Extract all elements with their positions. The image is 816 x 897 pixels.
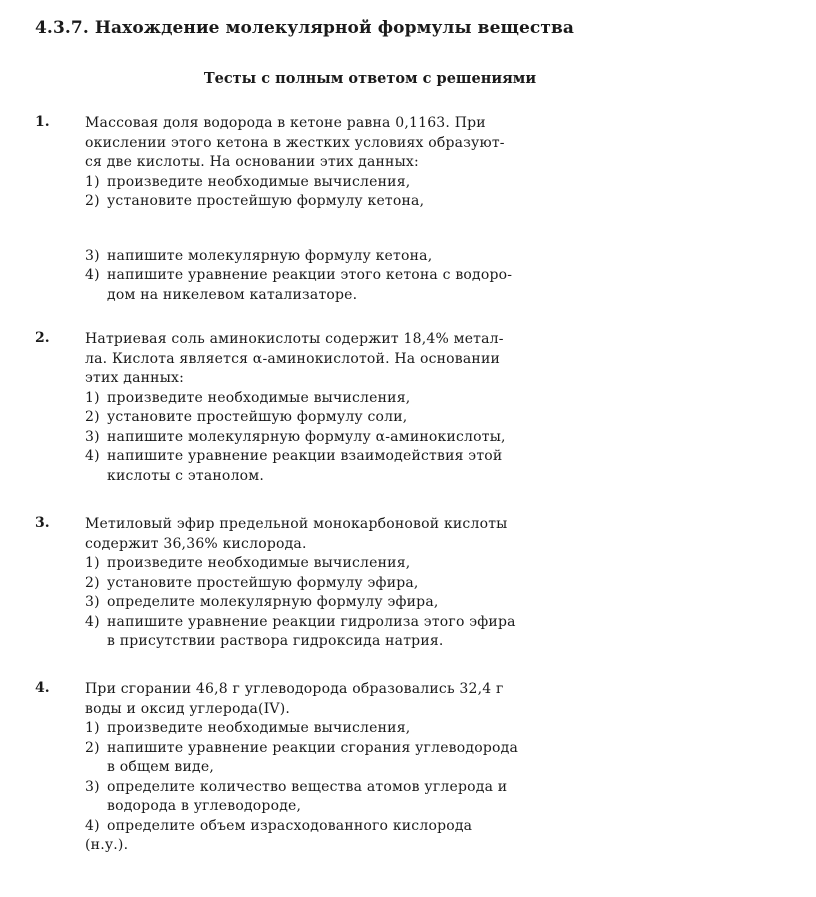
task-item: [85, 719, 555, 739]
stem-line: При сгорании 46,8 г углеводорода образовались 32,4 г: [85, 681, 504, 697]
task-item: [85, 192, 555, 212]
item-text: установите простейшую формулу кетона,: [107, 193, 425, 209]
item-text: напишите молекулярную формулу α-аминокислоты,: [107, 428, 506, 445]
item-label: 2): [85, 574, 100, 591]
task-item: [85, 389, 555, 409]
task-item: [85, 817, 555, 837]
task-item: [85, 593, 555, 613]
task-number: 4.: [35, 680, 50, 696]
item-continuation: водорода в углеводороде,: [107, 798, 302, 814]
task-item: [85, 574, 555, 594]
task-item: [85, 739, 555, 759]
section-subheading: Тесты с полным ответом с решениями: [203, 70, 537, 87]
item-continuation: кислоты с этанолом.: [107, 467, 265, 484]
stem-line: ла. Кислота является α-аминокислотой. На основании: [85, 350, 501, 367]
stem-line: окислении этого кетона в жестких условиях образуют-: [85, 134, 505, 151]
item-text: установите простейшую формулу эфира,: [107, 574, 419, 591]
stem-line: этих данных:: [85, 370, 185, 386]
item-label: 1): [85, 720, 100, 736]
item-label: 4): [85, 448, 100, 464]
item-text: напишите уравнение реакции взаимодействия этой: [107, 448, 503, 464]
item-label: 1): [85, 173, 100, 190]
task-number: 3.: [35, 515, 50, 531]
stem-line: ся две кислоты. На основании этих данных:: [85, 154, 419, 170]
item-label: 2): [85, 739, 100, 756]
task-stem: [85, 330, 555, 389]
item-label: 1): [85, 555, 100, 571]
item-text: определите объем израсходованного кислорода: [107, 817, 473, 834]
task-3: [35, 515, 555, 652]
item-label: 2): [85, 193, 100, 209]
item-text: определите молекулярную формулу эфира,: [107, 594, 439, 610]
task-item: [85, 408, 555, 428]
task-stem: [85, 680, 555, 719]
item-label: 4): [85, 613, 100, 630]
item-continuation: (н.у.).: [85, 837, 129, 853]
task-item: [85, 613, 555, 633]
task-item: [85, 554, 555, 574]
stem-line: Метиловый эфир предельной монокарбоновой кислоты: [85, 516, 508, 532]
stem-line: содержит 36,36% кислорода.: [85, 535, 307, 552]
task-4: [35, 680, 555, 856]
item-text: произведите необходимые вычисления,: [107, 720, 411, 736]
item-label: 3): [85, 247, 100, 264]
item-text: напишите молекулярную формулу кетона,: [107, 247, 433, 264]
item-label: 4): [85, 817, 100, 834]
item-label: 3): [85, 428, 100, 445]
item-text: определите количество вещества атомов углерода и: [107, 778, 508, 795]
item-label: 2): [85, 409, 100, 425]
item-text: напишите уравнение реакции гидролиза этого эфира: [107, 613, 516, 630]
task-number: 1.: [35, 114, 50, 130]
item-continuation: в общем виде,: [107, 759, 214, 775]
item-label: 1): [85, 389, 100, 406]
task-item: [85, 266, 555, 286]
task-2: [35, 330, 555, 486]
blank-gap: [35, 212, 555, 247]
task-stem: [85, 114, 555, 173]
item-text: произведите необходимые вычисления,: [107, 555, 411, 571]
item-text: произведите необходимые вычисления,: [107, 173, 411, 190]
task-item: [85, 247, 555, 267]
item-continuation: в присутствии раствора гидроксида натрия.: [107, 633, 444, 649]
task-item: [85, 173, 555, 193]
task-number: 2.: [35, 330, 50, 346]
task-stem: [85, 515, 555, 554]
item-text: установите простейшую формулу соли,: [107, 409, 408, 425]
task-item: [85, 447, 555, 467]
item-text: напишите уравнение реакции этого кетона с водоро-: [107, 267, 513, 283]
task-item: [85, 428, 555, 448]
stem-line: Натриевая соль аминокислоты содержит 18,4% метал-: [85, 331, 504, 347]
stem-line: воды и оксид углерода(IV).: [85, 700, 291, 717]
section-heading: 4.3.7. Нахождение молекулярной формулы вещества: [35, 18, 575, 38]
item-label: 4): [85, 267, 100, 283]
item-label: 3): [85, 778, 100, 795]
task-item: [85, 778, 555, 798]
item-label: 3): [85, 594, 100, 610]
stem-line: Массовая доля водорода в кетоне равна 0,1163. При: [85, 115, 486, 131]
item-text: напишите уравнение реакции сгорания углеводорода: [107, 739, 518, 756]
item-text: произведите необходимые вычисления,: [107, 389, 411, 406]
item-continuation: дом на никелевом катализаторе.: [107, 286, 358, 303]
task-1: [35, 114, 555, 305]
